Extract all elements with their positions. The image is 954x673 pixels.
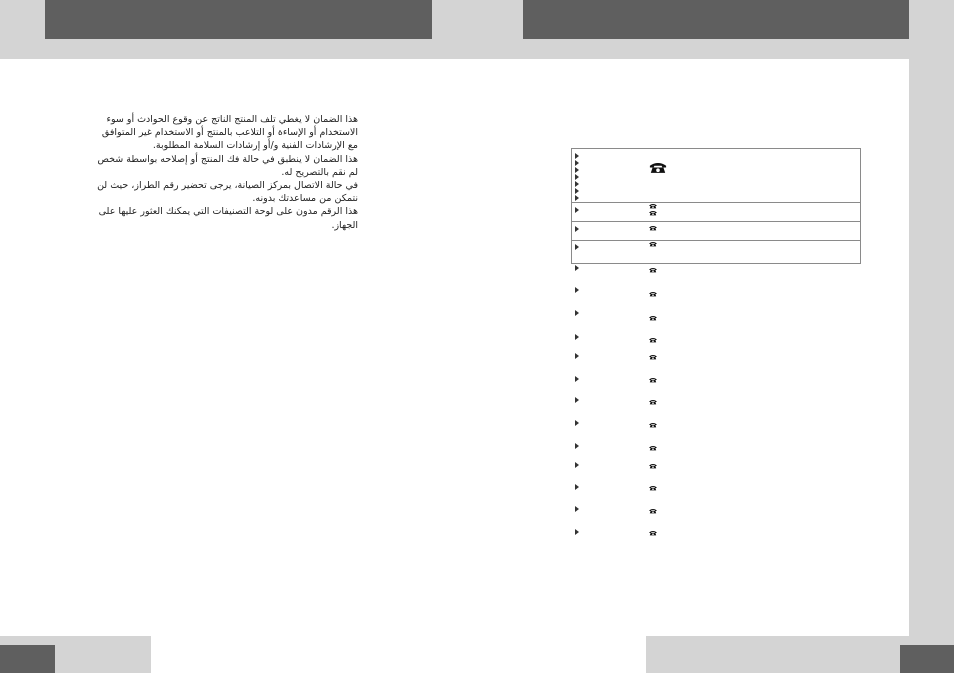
telephone-icon [649,315,657,321]
bullet-icon [575,420,579,426]
bullet-icon [575,334,579,340]
telephone-icon [649,508,657,514]
bullet-icon [575,484,579,490]
telephone-icon [649,463,657,469]
telephone-icon [649,445,657,451]
bullet-icon [575,153,579,159]
header-bar-right [523,0,909,39]
telephone-icon [649,291,657,297]
telephone-icon [649,530,657,536]
warranty-text-block [92,113,358,232]
bullet-icon [575,195,579,201]
telephone-icon [649,422,657,428]
telephone-icon [649,485,657,491]
footer-page-tab-right [900,645,954,673]
bullet-icon [575,160,579,166]
bullet-icon [575,462,579,468]
bullet-icon [575,244,579,250]
bullet-icon [575,174,579,180]
bullet-icon [575,181,579,187]
bullet-icon [575,188,579,194]
telephone-icon [649,354,657,360]
warranty-paragraph: هذا الرقم مدون على لوحة التصنيفات التي يمكنك العثور عليها على الجهاز. [98,206,358,231]
telephone-icon [649,241,657,247]
warranty-paragraph: في حالة الاتصال بمركز الصيانة، يرجى تحضير رقم الطراز، حيث لن نتمكن من مساعدتك بدونه. [97,180,358,205]
contact-table-box-1 [571,148,861,203]
telephone-icon [649,210,657,216]
telephone-icon [649,337,657,343]
telephone-icon [649,377,657,383]
telephone-icon [649,267,657,273]
bullet-icon [575,167,579,173]
bullet-icon [575,207,579,213]
warranty-paragraph: هذا الضمان لا ينطبق في حالة فك المنتج أو إصلاحه بواسطة شخص لم نقم بالتصريح له. [97,153,358,178]
footer-panel-right [646,636,909,673]
bullet-icon [575,529,579,535]
telephone-icon [649,399,657,405]
warranty-paragraph: هذا الضمان لا يغطي تلف المنتج الناتج عن وقوع الحوادث أو سوء الاستخدام أو الإساءة أو التلاعب بالمنتج أو الاستخدام غير المتوافق مع الإرشادات الفنية و/أو إرشادات السلامة المطلوبة. [101,114,358,152]
telephone-icon [649,161,667,174]
bullet-icon [575,265,579,271]
contact-table-box-2 [571,202,861,222]
bullet-icon [575,443,579,449]
footer-page-tab-left [0,645,55,673]
bullet-icon [575,376,579,382]
bullet-icon [575,397,579,403]
contact-table-box-3 [571,221,861,241]
contact-table-box-4 [571,240,861,264]
telephone-icon [649,203,657,209]
bullet-icon [575,287,579,293]
bullet-icon [575,353,579,359]
bullet-icon [575,506,579,512]
telephone-icon [649,225,657,231]
right-gray-band [909,0,954,673]
bullet-icon [575,310,579,316]
header-bar-left [45,0,432,39]
bullet-icon [575,226,579,232]
